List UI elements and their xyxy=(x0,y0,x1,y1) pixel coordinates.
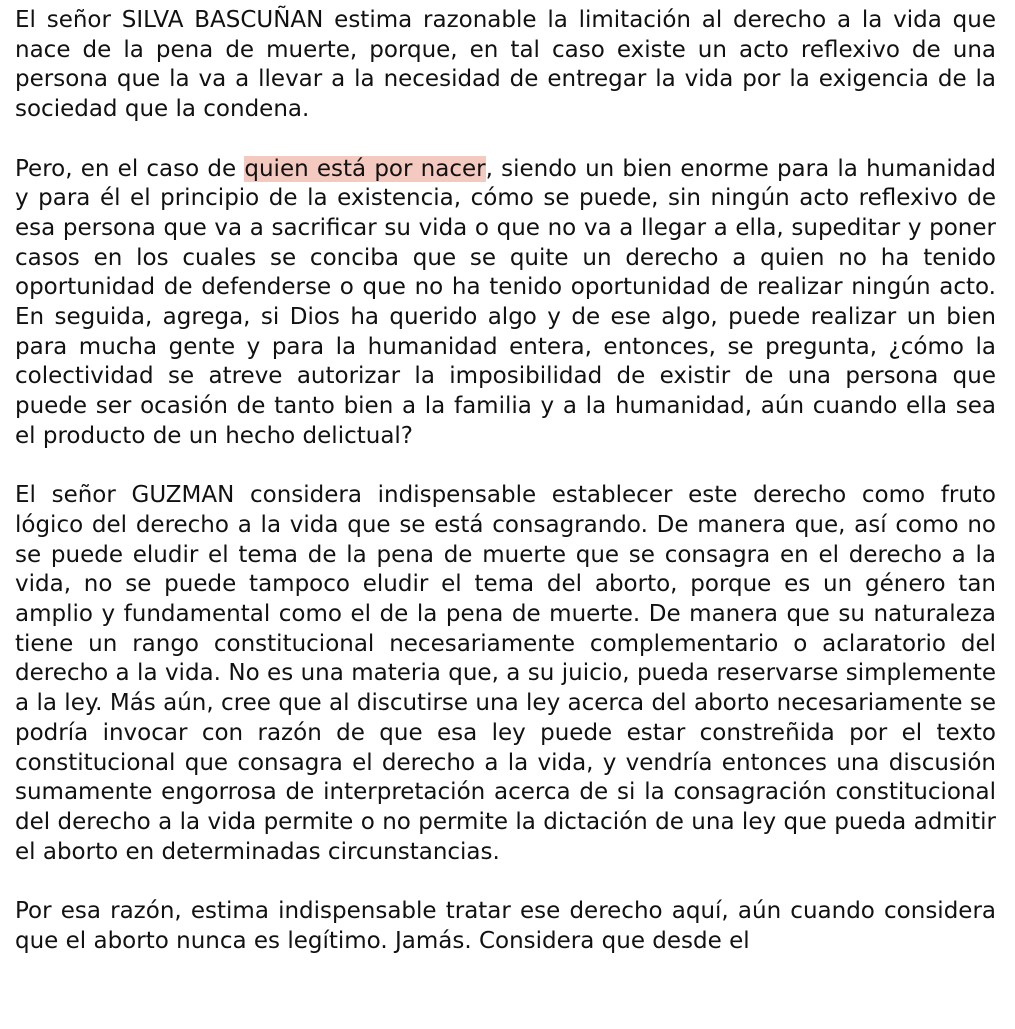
paragraph-guzman: El señor GUZMAN considera indispensable establecer este derecho como fruto lógico del derecho a la vida que se está consagrando. De manera que, así como no se puede eludir el tema de la pena de muerte que se consagra en el derecho a la vida, no se puede tampoco eludir el tema del aborto, porque es un género tan amplio y fundamental como el de la pena de muerte. De manera que su naturaleza tiene un rango constitucional necesariamente complementario o aclaratorio del derecho a la vida. No es una materia que, a su juicio, pueda reservarse simplemente a la ley. Más aún, cree que al discutirse una ley acerca del aborto necesariamente se podría invocar con razón de que esa ley puede estar constreñida por el texto constitucional que consagra el derecho a la vida, y vendría entonces una discusión sumamente engorrosa de interpretación acerca de si la consagración constitucional del derecho a la vida permite o no permite la dictación de una ley que pueda admitir el aborto en determinadas circunstancias. xyxy=(15,482,996,865)
paragraph-quien-esta-por-nacer xyxy=(15,155,996,452)
paragraph-text-before-highlight: Pero, en el caso de xyxy=(15,155,245,182)
paragraph-text-after-highlight: , siendo un bien enorme para la humanidad y para él el principio de la existencia, cómo se puede, sin ningún acto reflexivo de esa persona que va a sacrificar su vida o que no va a llegar a ella, supeditar y poner casos en los cuales se conciba que se quite un derecho a quien no ha tenido oportunidad de defenderse o que no ha tenido oportunidad de realizar ningún acto. En seguida, agrega, si Dios ha querido algo y de ese algo, puede realizar un bien para mucha gente y para la humanidad entera, entonces, se pregunta, ¿cómo la colectividad se atreve autorizar la imposibilidad de existir de una persona que puede ser ocasión de tanto bien a la familia y a la humanidad, aún cuando ella sea el producto de un hecho delictual? xyxy=(15,155,997,449)
paragraph-silva-bascunan: El señor SILVA BASCUÑAN estima razonable la limitación al derecho a la vida que nace de la pena de muerte, porque, en tal caso existe un acto reflexivo de una persona que la va a llevar a la necesidad de entregar la vida por la exigencia de la sociedad que la condena. xyxy=(15,7,996,123)
document-page xyxy=(15,6,996,986)
highlighted-text[interactable]: quien está por nacer xyxy=(244,155,486,182)
paragraph-por-esa-razon: Por esa razón, estima indispensable tratar ese derecho aquí, aún cuando considera que el aborto nunca es legítimo. Jamás. Considera que desde el xyxy=(15,898,996,954)
